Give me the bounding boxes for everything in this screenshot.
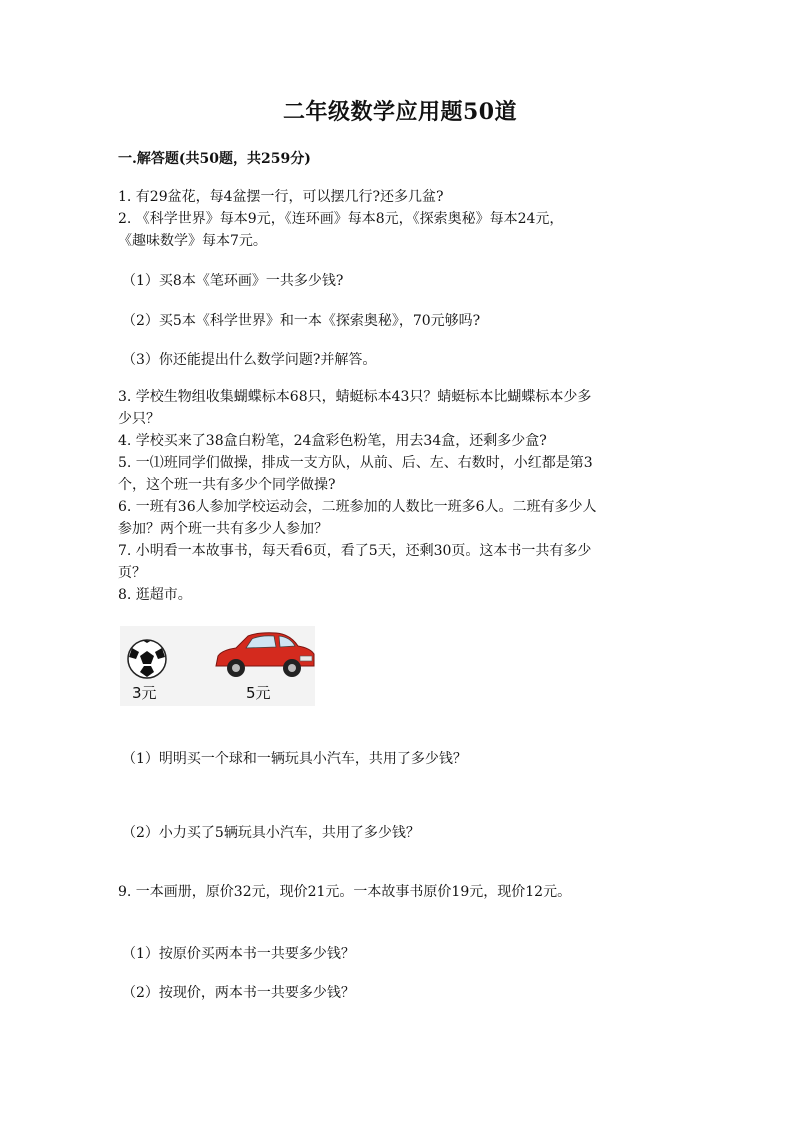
page-title: 二年级数学应用题50道	[282, 99, 518, 125]
question-7-line-2: 页？	[118, 565, 146, 581]
question-2-line-2: 《趣味数学》每本7元。	[118, 233, 267, 249]
car-price-label: 5元	[246, 684, 271, 702]
question-2-line-1: 2. 《科学世界》每本9元，《连环画》每本8元，《探索奥秘》每本24元，	[118, 211, 564, 227]
question-8: 8. 逛超市。	[118, 587, 192, 603]
question-5-line-2: 个，这个班一共有多少个同学做操?	[118, 477, 336, 493]
question-9: 9. 一本画册，原价32元，现价21元。一本故事书原价19元，现价12元。	[118, 884, 572, 900]
question-7-line-1: 7. 小明看一本故事书，每天看6页，看了5天，还剩30页。这本书一共有多少	[118, 543, 592, 559]
question-2-part-2: （2）买5本《科学世界》和一本《探索奥秘》，70元够吗?	[122, 313, 481, 329]
question-4: 4. 学校买来了38盒白粉笔，24盒彩色粉笔，用去34盒，还剩多少盒?	[118, 433, 547, 449]
question-5-line-1: 5. 一⑴班同学们做操，排成一支方队，从前、后、左、右数时，小红都是第3	[118, 455, 593, 471]
question-9-part-2: （2）按现价，两本书一共要多少钱？	[122, 985, 355, 1001]
question-6-line-1: 6. 一班有36人参加学校运动会，二班参加的人数比一班多6人。二班有多少人	[118, 499, 597, 515]
toy-car-icon	[210, 630, 320, 685]
question-2-part-3: （3）你还能提出什么数学问题?并解答。	[122, 352, 377, 368]
question-8-part-1: （1）明明买一个球和一辆玩具小汽车，共用了多少钱？	[122, 751, 467, 767]
question-8-part-2: （2）小力买了5辆玩具小汽车，共用了多少钱？	[122, 825, 420, 841]
shopping-figure	[120, 626, 315, 706]
question-2-part-1: （1）买8本《笔环画》一共多少钱?	[122, 273, 344, 289]
section-heading: 一.解答题(共50题，共259分)	[118, 151, 311, 167]
question-1: 1. 有29盆花，每4盆摆一行，可以摆几行?还多几盆?	[118, 189, 444, 205]
question-3-line-2: 少只？	[118, 411, 160, 427]
question-9-part-1: （1）按原价买两本书一共要多少钱？	[122, 946, 355, 962]
question-3-line-1: 3. 学校生物组收集蝴蝶标本68只，蜻蜓标本43只？蜻蜓标本比蝴蝶标本少多	[118, 389, 592, 405]
ball-price-label: 3元	[132, 684, 157, 702]
question-6-line-2: 参加？两个班一共有多少人参加？	[118, 521, 328, 537]
